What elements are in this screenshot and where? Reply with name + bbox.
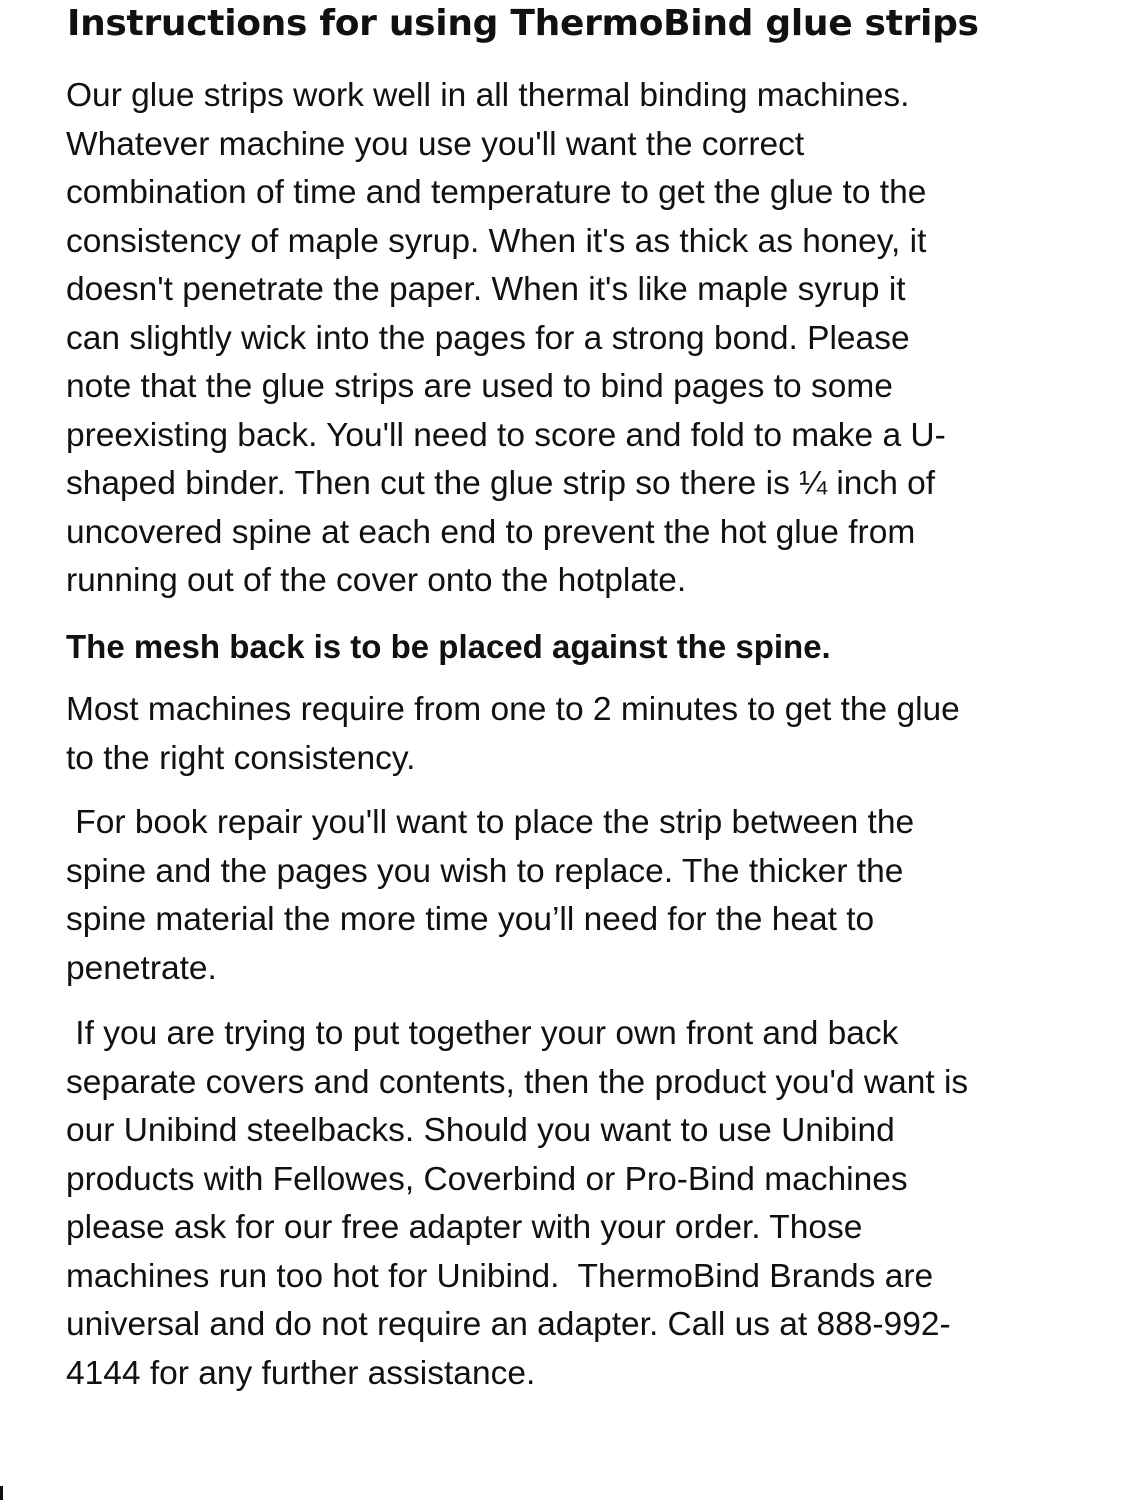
paragraph-line: to the right consistency. bbox=[66, 739, 416, 777]
paragraph-line: shaped binder. Then cut the glue strip so there is ¼ inch of bbox=[66, 465, 936, 502]
paragraph-line: products with Fellowes, Coverbind or Pro-Bind machines bbox=[66, 1160, 908, 1198]
paragraph-line: For book repair you'll want to place the strip between the bbox=[66, 804, 915, 841]
paragraph-line: preexisting back. You'll need to score and fold to make a U- bbox=[66, 416, 946, 454]
paragraph-line: combination of time and temperature to get the glue to the bbox=[66, 174, 927, 211]
paragraph-line: machines run too hot for Unibind. ThermoBind Brands are bbox=[66, 1257, 934, 1295]
paragraph-line: can slightly wick into the pages for a strong bond. Please bbox=[66, 319, 910, 357]
paragraph-line: universal and do not require an adapter. Call us at 888-992- bbox=[66, 1306, 951, 1343]
paragraph-line: spine and the pages you wish to replace. The thicker the bbox=[66, 852, 904, 890]
mesh-back-note: The mesh back is to be placed against the spine. bbox=[66, 628, 831, 665]
book-repair-paragraph bbox=[66, 799, 914, 993]
paragraph-line: Most machines require from one to 2 minutes to get the glue bbox=[66, 691, 960, 728]
paragraph-line: running out of the cover onto the hotplate. bbox=[66, 562, 687, 599]
paragraph-line: doesn't penetrate the paper. When it's like maple syrup it bbox=[66, 271, 906, 308]
paragraph-line: penetrate. bbox=[66, 949, 217, 987]
paragraph-line: separate covers and contents, then the product you'd want is bbox=[66, 1063, 969, 1101]
paragraph-line: 4144 for any further assistance. bbox=[66, 1354, 536, 1392]
paragraph-line: spine material the more time you’ll need for the heat to bbox=[66, 901, 875, 938]
paragraph-line: If you are trying to put together your own front and back bbox=[66, 1015, 899, 1052]
timing-paragraph bbox=[66, 686, 960, 783]
paragraph-line: Whatever machine you use you'll want the correct bbox=[66, 125, 805, 163]
paragraph-line: please ask for our free adapter with your order. Those bbox=[66, 1209, 863, 1246]
intro-paragraph bbox=[66, 72, 946, 606]
paragraph-line: note that the glue strips are used to bind pages to some bbox=[66, 368, 893, 405]
paragraph-line: our Unibind steelbacks. Should you want to use Unibind bbox=[66, 1112, 895, 1149]
scan-edge-mark bbox=[0, 1486, 3, 1500]
unibind-paragraph bbox=[66, 1010, 968, 1398]
paragraph-line: uncovered spine at each end to prevent the hot glue from bbox=[66, 513, 916, 551]
paragraph-line: consistency of maple syrup. When it's as thick as honey, it bbox=[66, 222, 927, 260]
paragraph-line: Our glue strips work well in all thermal binding machines. bbox=[66, 77, 910, 114]
document-title: Instructions for using ThermoBind glue strips bbox=[67, 3, 979, 44]
